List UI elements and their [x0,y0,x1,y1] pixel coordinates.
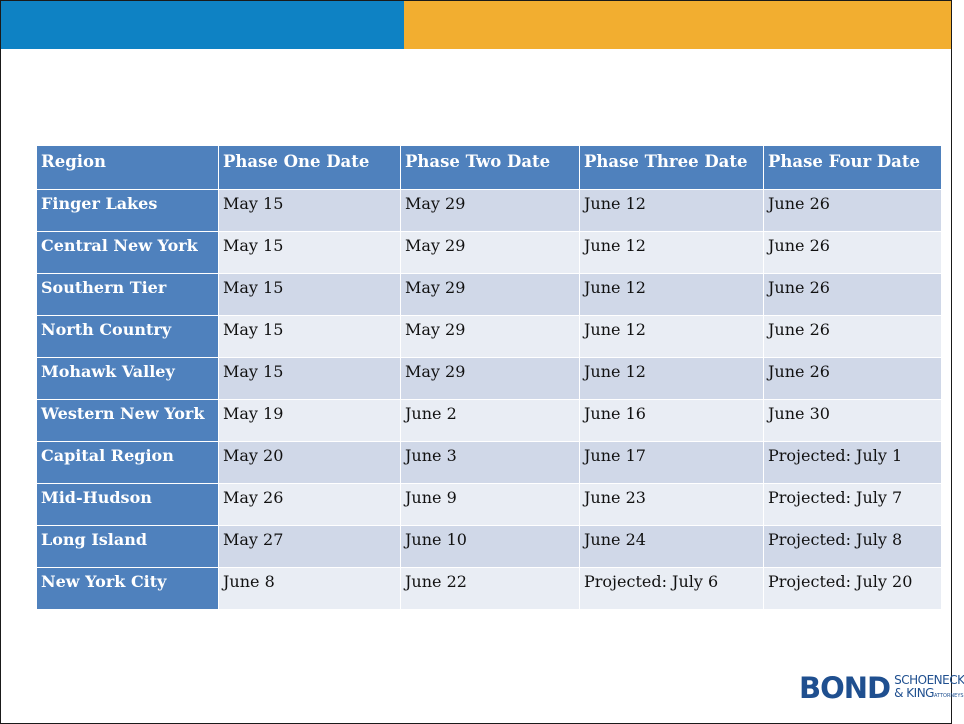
phase-two-cell: May 29 [401,274,580,316]
table-row [37,568,942,610]
phase-four-cell: June 26 [764,190,942,232]
header-phase-three: Phase Three Date [580,146,764,190]
phase-four-cell: June 30 [764,400,942,442]
phase-two-cell: May 29 [401,358,580,400]
phase-one-cell: May 27 [219,526,401,568]
phase-two-cell: June 2 [401,400,580,442]
region-cell: Capital Region [37,442,219,484]
phase-four-cell: Projected: July 8 [764,526,942,568]
phase-two-cell: May 29 [401,232,580,274]
table-row [37,358,942,400]
phase-three-cell: June 12 [580,274,764,316]
logo-bond-text: BOND [799,671,891,705]
phase-one-cell: May 15 [219,232,401,274]
phase-one-cell: May 15 [219,358,401,400]
table-row [37,232,942,274]
phase-four-cell: June 26 [764,274,942,316]
phase-two-cell: June 3 [401,442,580,484]
top-bar-blue [1,1,404,49]
region-cell: Finger Lakes [37,190,219,232]
table-row [37,400,942,442]
header-phase-two: Phase Two Date [401,146,580,190]
phase-two-cell: May 29 [401,316,580,358]
phase-three-cell: June 23 [580,484,764,526]
logo-subtext [894,674,964,703]
region-cell: Mid-Hudson [37,484,219,526]
region-cell: North Country [37,316,219,358]
header-phase-four: Phase Four Date [764,146,942,190]
phase-four-cell: June 26 [764,316,942,358]
region-cell: New York City [37,568,219,610]
phase-two-cell: May 29 [401,190,580,232]
phase-one-cell: May 20 [219,442,401,484]
phase-three-cell: June 17 [580,442,764,484]
reopening-phases-table [36,145,942,610]
phase-one-cell: May 15 [219,274,401,316]
phase-four-cell: June 26 [764,232,942,274]
table-row [37,484,942,526]
phase-three-cell: June 12 [580,232,764,274]
phase-one-cell: June 8 [219,568,401,610]
table-header-row [37,146,942,190]
phase-three-cell: June 12 [580,190,764,232]
phase-two-cell: June 10 [401,526,580,568]
phase-three-cell: June 16 [580,400,764,442]
phase-one-cell: May 19 [219,400,401,442]
phase-four-cell: June 26 [764,358,942,400]
logo-schoeneck-text: SCHOENECK [894,672,964,687]
phase-one-cell: May 15 [219,316,401,358]
bond-schoeneck-king-logo [794,668,964,708]
phase-two-cell: June 9 [401,484,580,526]
region-cell: Southern Tier [37,274,219,316]
region-cell: Central New York [37,232,219,274]
table-row [37,442,942,484]
region-cell: Western New York [37,400,219,442]
phase-two-cell: June 22 [401,568,580,610]
phase-four-cell: Projected: July 20 [764,568,942,610]
table-row [37,190,942,232]
logo-king-line [894,687,964,703]
phase-three-cell: June 24 [580,526,764,568]
phase-four-cell: Projected: July 1 [764,442,942,484]
phase-three-cell: Projected: July 6 [580,568,764,610]
table-row [37,526,942,568]
region-cell: Mohawk Valley [37,358,219,400]
phase-one-cell: May 15 [219,190,401,232]
table-row [37,316,942,358]
phase-three-cell: June 12 [580,316,764,358]
phase-three-cell: June 12 [580,358,764,400]
header-region: Region [37,146,219,190]
logo-attorneys-text: ATTORNEYS [933,692,964,699]
logo-king-text: & KING [894,685,934,700]
phase-one-cell: May 26 [219,484,401,526]
header-phase-one: Phase One Date [219,146,401,190]
phase-four-cell: Projected: July 7 [764,484,942,526]
region-cell: Long Island [37,526,219,568]
table-row [37,274,942,316]
top-bar-gold [404,1,951,49]
